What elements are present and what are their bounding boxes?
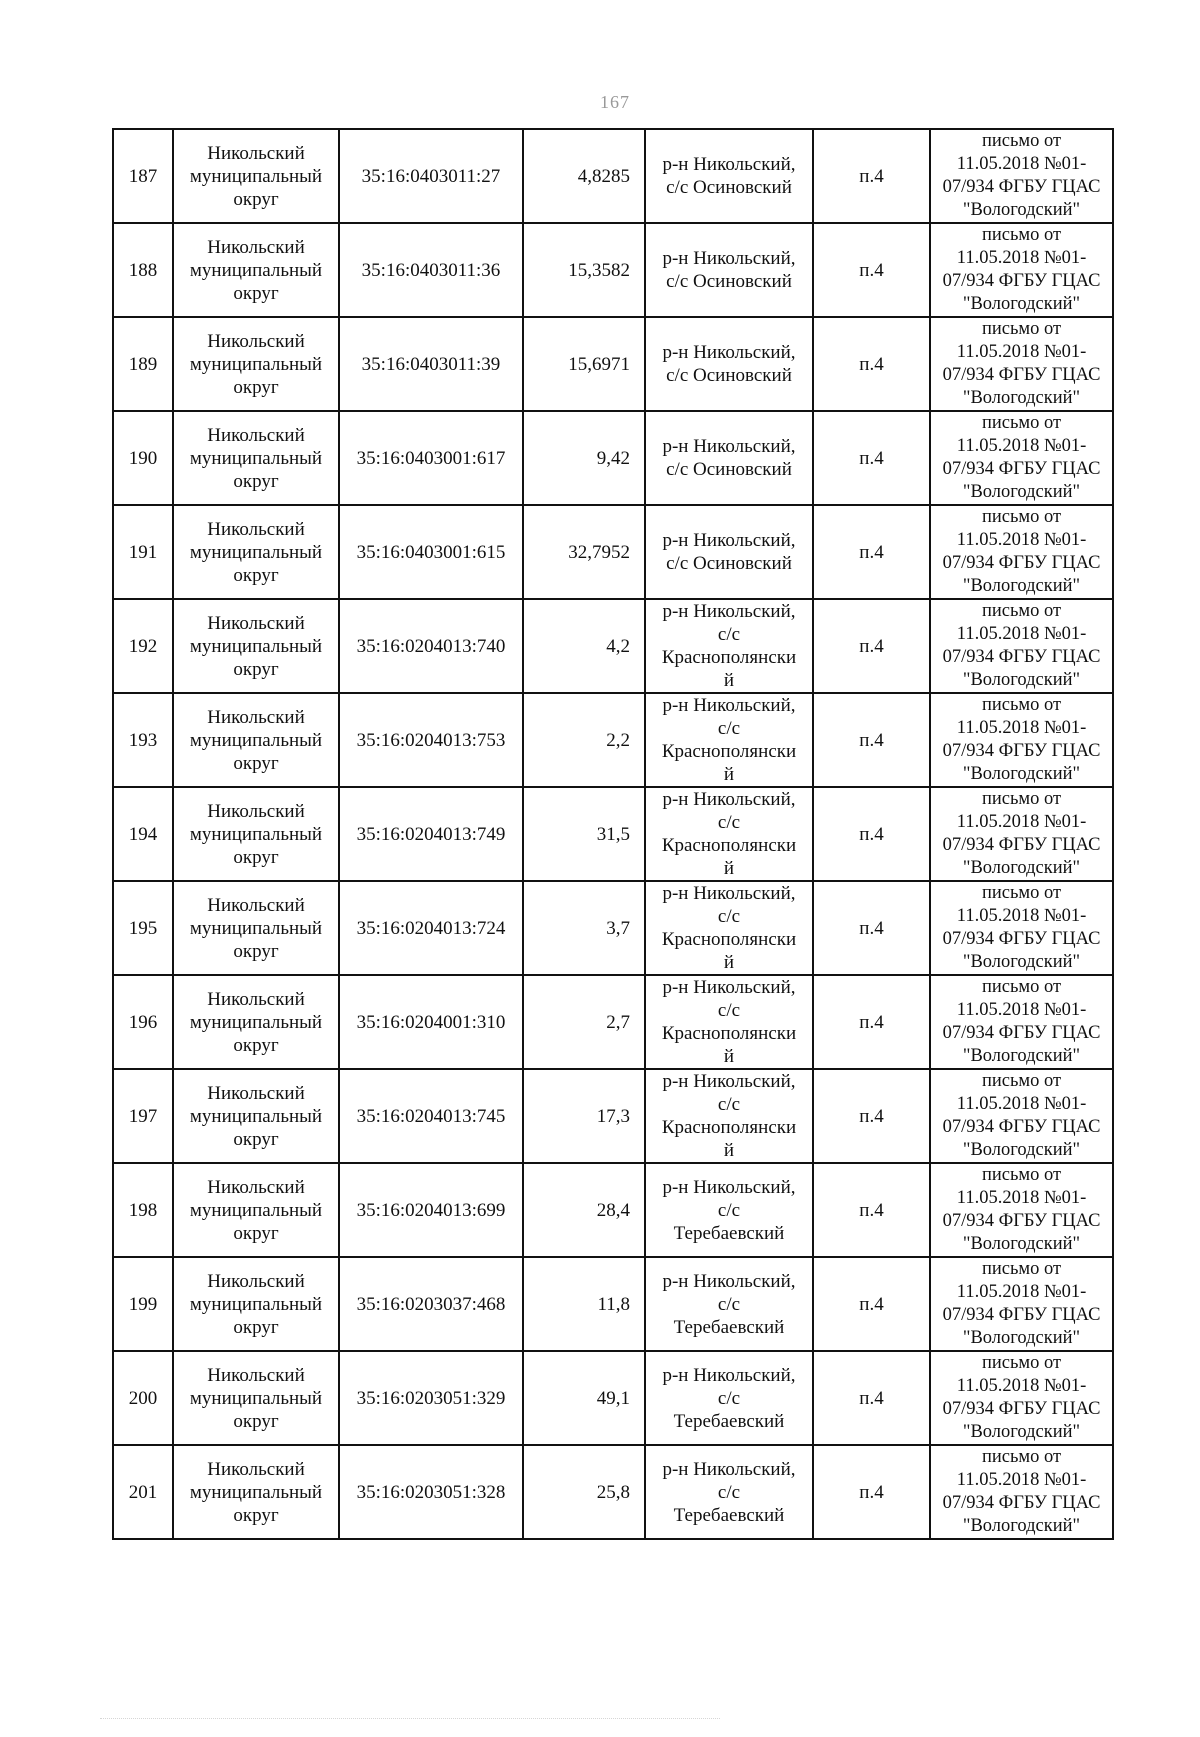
land-plots-table	[112, 128, 1114, 1540]
district-line: муниципальный	[189, 541, 323, 563]
row-number-cell: 196	[113, 975, 173, 1069]
location-line: с/с	[717, 1094, 741, 1115]
district-line: округ	[233, 1410, 279, 1432]
table-row	[113, 787, 1113, 881]
location-line: р-н Никольский,	[662, 789, 796, 810]
source-document-line: 11.05.2018 №01-	[956, 248, 1087, 268]
cadastral-number-cell: 35:16:0203051:329	[339, 1351, 523, 1445]
district-cell	[173, 693, 339, 787]
district-line: Никольский	[207, 800, 305, 822]
clause-cell: п.4	[813, 1257, 930, 1351]
source-document-line: письмо от	[981, 789, 1062, 809]
location-line: Краснополянски	[661, 929, 797, 950]
district-cell	[173, 411, 339, 505]
location-line: р-н Никольский,	[662, 530, 796, 551]
location-line: р-н Никольский,	[662, 1071, 796, 1092]
location-line: с/с Осиновский	[666, 177, 792, 198]
cadastral-number-cell: 35:16:0204001:310	[339, 975, 523, 1069]
location-cell	[645, 1445, 813, 1539]
cadastral-number-cell: 35:16:0204013:699	[339, 1163, 523, 1257]
source-document-cell	[930, 317, 1113, 411]
location-line: Теребаевский	[673, 1410, 785, 1432]
clause-cell: п.4	[813, 1163, 930, 1257]
location-line: р-н Никольский,	[662, 695, 796, 716]
source-document-line: "Вологодский"	[962, 388, 1081, 408]
cadastral-number-cell: 35:16:0403011:27	[339, 129, 523, 223]
district-line: Никольский	[207, 518, 305, 540]
source-document-cell	[930, 223, 1113, 317]
clause-cell: п.4	[813, 787, 930, 881]
location-line: р-н Никольский,	[662, 1270, 796, 1292]
source-document-line: письмо от	[981, 977, 1062, 997]
source-document-line: "Вологодский"	[962, 1140, 1081, 1160]
district-line: Никольский	[207, 1176, 305, 1198]
location-cell	[645, 317, 813, 411]
cadastral-number-cell: 35:16:0204013:749	[339, 787, 523, 881]
source-document-cell	[930, 1163, 1113, 1257]
location-line: с/с Осиновский	[666, 365, 792, 386]
area-cell: 2,2	[523, 693, 645, 787]
area-cell: 2,7	[523, 975, 645, 1069]
location-line: й	[723, 858, 735, 879]
location-line: р-н Никольский,	[662, 1458, 796, 1480]
district-cell	[173, 129, 339, 223]
source-document-line: 07/934 ФГБУ ГЦАС	[942, 741, 1101, 761]
district-cell	[173, 223, 339, 317]
source-document-line: 11.05.2018 №01-	[956, 1376, 1087, 1396]
table-row	[113, 223, 1113, 317]
source-document-line: 11.05.2018 №01-	[956, 154, 1087, 174]
source-document-line: письмо от	[981, 225, 1062, 245]
table-row	[113, 129, 1113, 223]
location-cell	[645, 1163, 813, 1257]
location-line: с/с	[717, 812, 741, 833]
district-line: округ	[233, 1222, 279, 1244]
area-cell: 9,42	[523, 411, 645, 505]
row-number-cell: 193	[113, 693, 173, 787]
source-document-line: 07/934 ФГБУ ГЦАС	[942, 1493, 1101, 1513]
area-cell: 31,5	[523, 787, 645, 881]
location-cell	[645, 129, 813, 223]
district-cell	[173, 881, 339, 975]
source-document-line: письмо от	[981, 1259, 1062, 1279]
district-line: Никольский	[207, 1364, 305, 1386]
row-number-cell: 197	[113, 1069, 173, 1163]
location-line: Теребаевский	[673, 1504, 785, 1526]
area-cell: 3,7	[523, 881, 645, 975]
source-document-cell	[930, 1445, 1113, 1539]
source-document-line: 11.05.2018 №01-	[956, 906, 1087, 926]
location-line: р-н Никольский,	[662, 342, 796, 363]
district-cell	[173, 1351, 339, 1445]
district-line: муниципальный	[189, 165, 323, 187]
area-cell: 4,8285	[523, 129, 645, 223]
source-document-line: 11.05.2018 №01-	[956, 1282, 1087, 1302]
source-document-cell	[930, 1351, 1113, 1445]
source-document-cell	[930, 599, 1113, 693]
district-line: округ	[233, 940, 279, 962]
cadastral-number-cell: 35:16:0204013:745	[339, 1069, 523, 1163]
source-document-line: "Вологодский"	[962, 294, 1081, 314]
location-line: с/с	[717, 624, 741, 645]
cadastral-number-cell: 35:16:0204013:724	[339, 881, 523, 975]
location-line: с/с	[717, 1000, 741, 1021]
area-cell: 49,1	[523, 1351, 645, 1445]
district-line: округ	[233, 752, 279, 774]
source-document-line: "Вологодский"	[962, 952, 1081, 972]
location-line: Краснополянски	[661, 835, 797, 856]
district-line: округ	[233, 564, 279, 586]
clause-cell: п.4	[813, 1445, 930, 1539]
location-line: й	[723, 1140, 735, 1161]
location-cell	[645, 693, 813, 787]
district-cell	[173, 317, 339, 411]
district-cell	[173, 1163, 339, 1257]
table-body	[113, 129, 1113, 1539]
district-cell	[173, 505, 339, 599]
source-document-line: 11.05.2018 №01-	[956, 812, 1087, 832]
location-line: Краснополянски	[661, 1117, 797, 1138]
district-line: округ	[233, 188, 279, 210]
source-document-line: "Вологодский"	[962, 576, 1081, 596]
clause-cell: п.4	[813, 129, 930, 223]
location-line: р-н Никольский,	[662, 248, 796, 269]
clause-cell: п.4	[813, 975, 930, 1069]
district-line: Никольский	[207, 424, 305, 446]
source-document-line: письмо от	[981, 1353, 1062, 1373]
location-cell	[645, 881, 813, 975]
location-line: й	[723, 1046, 735, 1067]
source-document-line: письмо от	[981, 601, 1062, 621]
source-document-cell	[930, 881, 1113, 975]
source-document-line: письмо от	[981, 883, 1062, 903]
source-document-line: 07/934 ФГБУ ГЦАС	[942, 553, 1101, 573]
district-line: округ	[233, 658, 279, 680]
row-number-cell: 187	[113, 129, 173, 223]
cadastral-number-cell: 35:16:0403011:36	[339, 223, 523, 317]
row-number-cell: 188	[113, 223, 173, 317]
location-line: р-н Никольский,	[662, 1364, 796, 1386]
source-document-line: 07/934 ФГБУ ГЦАС	[942, 835, 1101, 855]
location-line: с/с	[717, 1293, 741, 1315]
district-line: муниципальный	[189, 917, 323, 939]
location-line: р-н Никольский,	[662, 154, 796, 175]
source-document-cell	[930, 787, 1113, 881]
row-number-cell: 198	[113, 1163, 173, 1257]
location-line: Теребаевский	[673, 1222, 785, 1244]
location-cell	[645, 599, 813, 693]
district-cell	[173, 787, 339, 881]
source-document-line: письмо от	[981, 319, 1062, 339]
location-line: й	[723, 764, 735, 785]
source-document-line: 07/934 ФГБУ ГЦАС	[942, 271, 1101, 291]
district-line: муниципальный	[189, 259, 323, 281]
area-cell: 4,2	[523, 599, 645, 693]
location-line: с/с	[717, 1387, 741, 1409]
clause-cell: п.4	[813, 1351, 930, 1445]
source-document-line: письмо от	[981, 413, 1062, 433]
source-document-cell	[930, 975, 1113, 1069]
location-line: с/с	[717, 1481, 741, 1503]
source-document-line: 11.05.2018 №01-	[956, 1094, 1087, 1114]
district-line: округ	[233, 376, 279, 398]
district-line: Никольский	[207, 236, 305, 258]
district-line: Никольский	[207, 1270, 305, 1292]
source-document-cell	[930, 505, 1113, 599]
location-cell	[645, 1351, 813, 1445]
source-document-line: "Вологодский"	[962, 1234, 1081, 1254]
row-number-cell: 191	[113, 505, 173, 599]
district-cell	[173, 1257, 339, 1351]
source-document-line: 07/934 ФГБУ ГЦАС	[942, 177, 1101, 197]
location-line: й	[723, 952, 735, 973]
district-line: Никольский	[207, 142, 305, 164]
source-document-line: письмо от	[981, 1447, 1062, 1467]
source-document-line: 11.05.2018 №01-	[956, 718, 1087, 738]
location-line: р-н Никольский,	[662, 1176, 796, 1198]
clause-cell: п.4	[813, 1069, 930, 1163]
district-line: округ	[233, 1504, 279, 1526]
location-line: р-н Никольский,	[662, 436, 796, 457]
district-cell	[173, 1069, 339, 1163]
source-document-line: 07/934 ФГБУ ГЦАС	[942, 1211, 1101, 1231]
location-line: Теребаевский	[673, 1316, 785, 1338]
district-cell	[173, 599, 339, 693]
table-row	[113, 881, 1113, 975]
source-document-line: 07/934 ФГБУ ГЦАС	[942, 1399, 1101, 1419]
table-row	[113, 975, 1113, 1069]
table-row	[113, 599, 1113, 693]
cadastral-number-cell: 35:16:0403011:39	[339, 317, 523, 411]
location-cell	[645, 411, 813, 505]
location-line: р-н Никольский,	[662, 601, 796, 622]
location-line: с/с	[717, 906, 741, 927]
area-cell: 25,8	[523, 1445, 645, 1539]
source-document-cell	[930, 693, 1113, 787]
row-number-cell: 200	[113, 1351, 173, 1445]
location-cell	[645, 1257, 813, 1351]
clause-cell: п.4	[813, 317, 930, 411]
location-line: с/с	[717, 718, 741, 739]
table-row	[113, 317, 1113, 411]
row-number-cell: 201	[113, 1445, 173, 1539]
source-document-line: 11.05.2018 №01-	[956, 1470, 1087, 1490]
source-document-line: 11.05.2018 №01-	[956, 530, 1087, 550]
district-line: округ	[233, 1316, 279, 1338]
district-line: Никольский	[207, 988, 305, 1010]
location-line: р-н Никольский,	[662, 883, 796, 904]
source-document-line: 07/934 ФГБУ ГЦАС	[942, 1305, 1101, 1325]
location-line: Краснополянски	[661, 1023, 797, 1044]
cadastral-number-cell: 35:16:0204013:753	[339, 693, 523, 787]
source-document-line: 07/934 ФГБУ ГЦАС	[942, 1117, 1101, 1137]
location-line: с/с Осиновский	[666, 459, 792, 480]
area-cell: 11,8	[523, 1257, 645, 1351]
district-line: муниципальный	[189, 1293, 323, 1315]
district-cell	[173, 1445, 339, 1539]
table-row	[113, 1351, 1113, 1445]
district-line: округ	[233, 846, 279, 868]
source-document-line: письмо от	[981, 695, 1062, 715]
source-document-line: 07/934 ФГБУ ГЦАС	[942, 365, 1101, 385]
table-row	[113, 693, 1113, 787]
row-number-cell: 194	[113, 787, 173, 881]
clause-cell: п.4	[813, 411, 930, 505]
source-document-cell	[930, 1069, 1113, 1163]
location-line: Краснополянски	[661, 741, 797, 762]
scan-artifact	[100, 1718, 720, 1723]
row-number-cell: 189	[113, 317, 173, 411]
table-row	[113, 1163, 1113, 1257]
district-line: Никольский	[207, 330, 305, 352]
district-line: округ	[233, 1034, 279, 1056]
source-document-line: 11.05.2018 №01-	[956, 436, 1087, 456]
row-number-cell: 192	[113, 599, 173, 693]
district-line: Никольский	[207, 894, 305, 916]
location-line: й	[723, 670, 735, 691]
location-cell	[645, 505, 813, 599]
source-document-cell	[930, 411, 1113, 505]
clause-cell: п.4	[813, 505, 930, 599]
source-document-line: "Вологодский"	[962, 1328, 1081, 1348]
district-line: муниципальный	[189, 1481, 323, 1503]
source-document-line: "Вологодский"	[962, 1046, 1081, 1066]
source-document-line: 11.05.2018 №01-	[956, 624, 1087, 644]
district-line: Никольский	[207, 1458, 305, 1480]
cadastral-number-cell: 35:16:0204013:740	[339, 599, 523, 693]
row-number-cell: 199	[113, 1257, 173, 1351]
district-line: муниципальный	[189, 1199, 323, 1221]
source-document-line: 07/934 ФГБУ ГЦАС	[942, 459, 1101, 479]
source-document-line: 07/934 ФГБУ ГЦАС	[942, 1023, 1101, 1043]
location-cell	[645, 1069, 813, 1163]
location-line: Краснополянски	[661, 647, 797, 668]
source-document-line: "Вологодский"	[962, 1422, 1081, 1442]
district-line: округ	[233, 1128, 279, 1150]
row-number-cell: 195	[113, 881, 173, 975]
location-cell	[645, 223, 813, 317]
area-cell: 15,6971	[523, 317, 645, 411]
source-document-line: "Вологодский"	[962, 200, 1081, 220]
cadastral-number-cell: 35:16:0403001:615	[339, 505, 523, 599]
district-line: муниципальный	[189, 447, 323, 469]
source-document-cell	[930, 129, 1113, 223]
district-line: Никольский	[207, 706, 305, 728]
area-cell: 32,7952	[523, 505, 645, 599]
cadastral-number-cell: 35:16:0203037:468	[339, 1257, 523, 1351]
area-cell: 17,3	[523, 1069, 645, 1163]
table-row	[113, 411, 1113, 505]
source-document-line: "Вологодский"	[962, 1516, 1081, 1536]
district-cell	[173, 975, 339, 1069]
district-line: Никольский	[207, 612, 305, 634]
source-document-cell	[930, 1257, 1113, 1351]
district-line: муниципальный	[189, 1011, 323, 1033]
source-document-line: "Вологодский"	[962, 670, 1081, 690]
source-document-line: письмо от	[981, 131, 1062, 151]
clause-cell: п.4	[813, 223, 930, 317]
district-line: муниципальный	[189, 823, 323, 845]
district-line: округ	[233, 282, 279, 304]
table-row	[113, 505, 1113, 599]
district-line: муниципальный	[189, 1387, 323, 1409]
source-document-line: письмо от	[981, 1165, 1062, 1185]
location-line: с/с Осиновский	[666, 271, 792, 292]
page-number: 167	[600, 92, 630, 112]
district-line: Никольский	[207, 1082, 305, 1104]
area-cell: 15,3582	[523, 223, 645, 317]
district-line: муниципальный	[189, 353, 323, 375]
cadastral-number-cell: 35:16:0203051:328	[339, 1445, 523, 1539]
district-line: муниципальный	[189, 729, 323, 751]
location-line: с/с	[717, 1199, 741, 1221]
cadastral-number-cell: 35:16:0403001:617	[339, 411, 523, 505]
table-row	[113, 1069, 1113, 1163]
clause-cell: п.4	[813, 599, 930, 693]
location-line: с/с Осиновский	[666, 553, 792, 574]
location-line: р-н Никольский,	[662, 977, 796, 998]
source-document-line: "Вологодский"	[962, 764, 1081, 784]
clause-cell: п.4	[813, 881, 930, 975]
location-cell	[645, 975, 813, 1069]
area-cell: 28,4	[523, 1163, 645, 1257]
table-row	[113, 1445, 1113, 1539]
source-document-line: 07/934 ФГБУ ГЦАС	[942, 929, 1101, 949]
source-document-line: 11.05.2018 №01-	[956, 342, 1087, 362]
source-document-line: 11.05.2018 №01-	[956, 1000, 1087, 1020]
source-document-line: "Вологодский"	[962, 482, 1081, 502]
source-document-line: письмо от	[981, 507, 1062, 527]
source-document-line: письмо от	[981, 1071, 1062, 1091]
source-document-line: "Вологодский"	[962, 858, 1081, 878]
clause-cell: п.4	[813, 693, 930, 787]
row-number-cell: 190	[113, 411, 173, 505]
table-row	[113, 1257, 1113, 1351]
location-cell	[645, 787, 813, 881]
district-line: округ	[233, 470, 279, 492]
source-document-line: 07/934 ФГБУ ГЦАС	[942, 647, 1101, 667]
district-line: муниципальный	[189, 1105, 323, 1127]
district-line: муниципальный	[189, 635, 323, 657]
source-document-line: 11.05.2018 №01-	[956, 1188, 1087, 1208]
